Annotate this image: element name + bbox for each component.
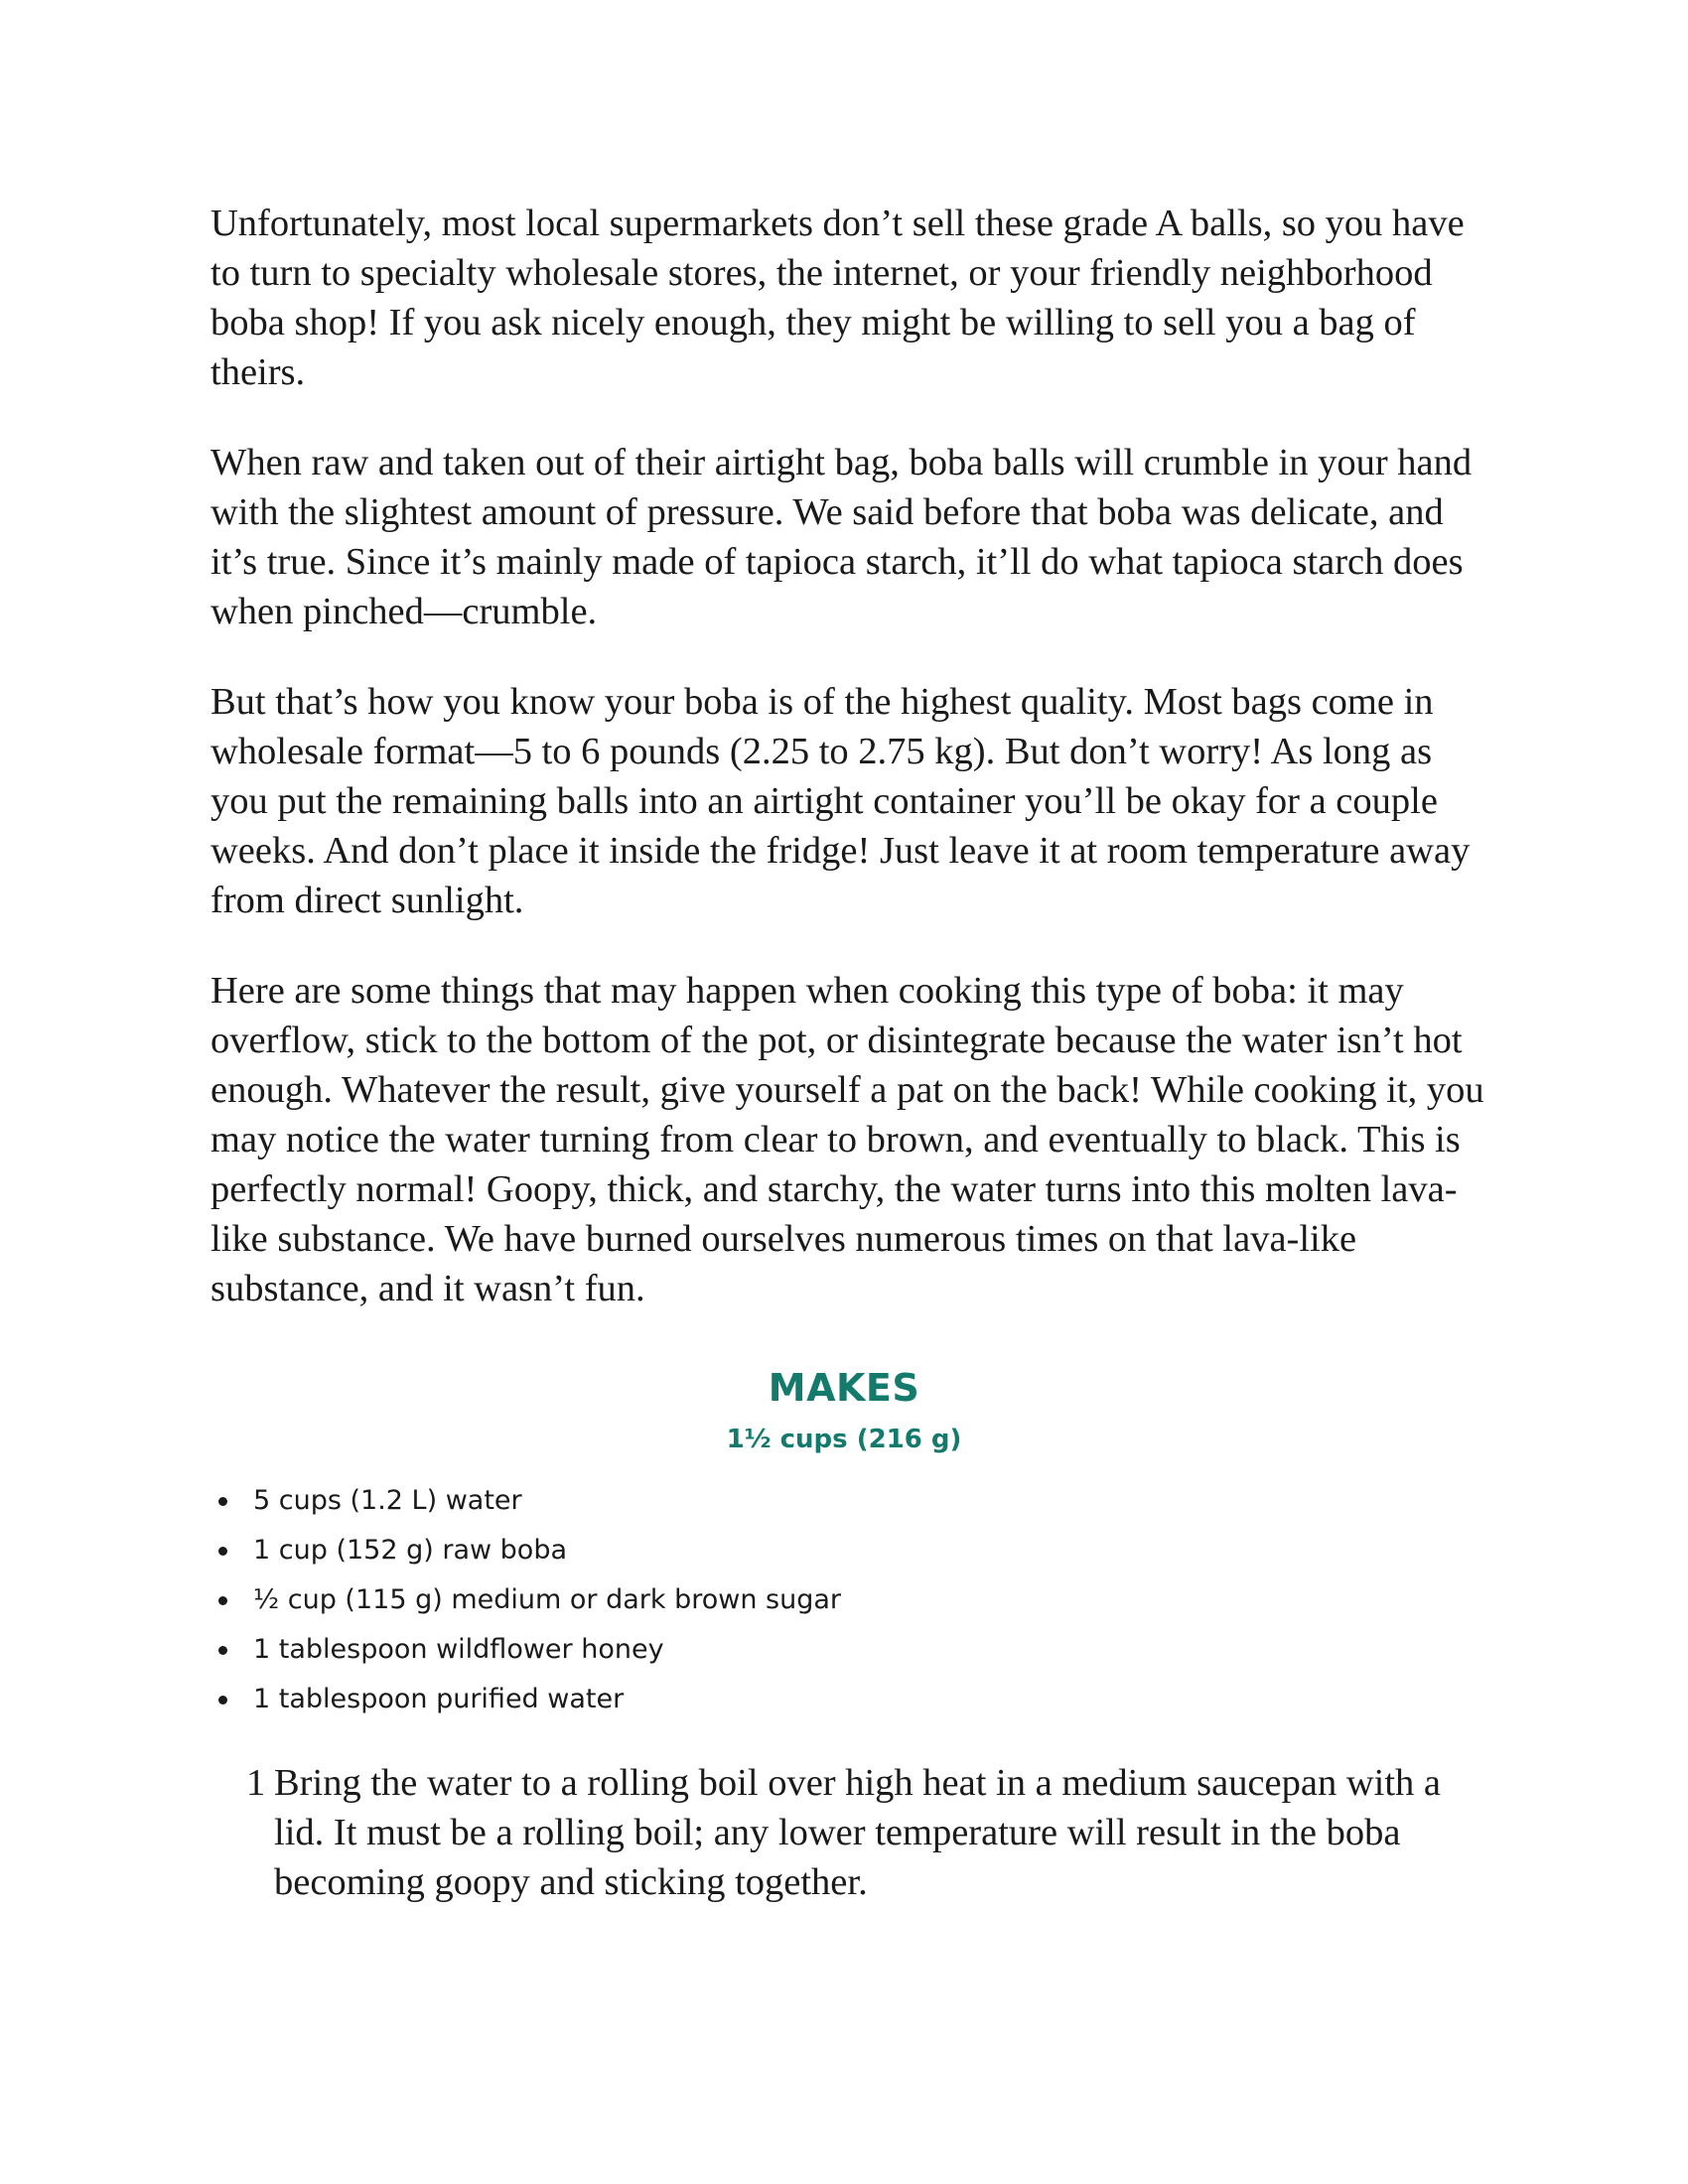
paragraph-supermarkets: Unfortunately, most local supermarkets don’t sell these grade A balls, so you have to turn to specialty wholesale stores, the internet, or your friendly neighborhood boba shop! If you ask nicely enough, they might be willing to sell you a bag of theirs. <box>211 203 1465 393</box>
paragraph-cooking-notes: Here are some things that may happen when cooking this type of boba: it may overflow, stick to the bottom of the pot, or disintegrate because the water isn’t hot enough. Whatever the result, give yourself a pat on the back! While cooking it, you may notice the water turning from clear to brown, and eventually to black. This is perfectly normal! Goopy, thick, and starchy, the water turns into this molten lava-like substance. We have burned ourselves numerous times on that lava-like substance, and it wasn’t fun. <box>211 970 1484 1309</box>
paragraph-raw-boba: When raw and taken out of their airtight bag, boba balls will crumble in your hand with the slightest amount of pressure. We said before that boba was delicate, and it’s true. Since it’s mainly made of tapioca starch, it’ll do what tapioca starch does when pinched—crumble. <box>211 442 1473 632</box>
ingredient-item <box>216 1630 841 1680</box>
paragraph-quality: But that’s how you know your boba is of the highest quality. Most bags come in wholesale format—5 to 6 pounds (2.25 to 2.75 kg). But don’t worry! As long as you put the remaining balls into an airtight container you’ll be okay for a couple weeks. And don’t place it inside the fridge! Just leave it at room temperature away from direct sunlight. <box>211 681 1471 921</box>
step-number: 1 <box>246 1762 266 1804</box>
step-text: Bring the water to a rolling boil over high heat in a medium saucepan with a lid. It must be a rolling boil; any lower temperature will result in the boba becoming goopy and sticking together. <box>274 1762 1442 1903</box>
ingredient-text: 1 tablespoon wildflower honey <box>253 1634 664 1665</box>
bullet-icon <box>218 1596 227 1605</box>
instructions-list <box>244 1758 1491 1907</box>
ingredient-text: ½ cup (115 g) medium or dark brown sugar <box>253 1584 841 1615</box>
ingredient-text: 1 cup (152 g) raw boba <box>253 1535 567 1566</box>
body-text <box>211 199 1491 1354</box>
makes-yield: 1½ cups (216 g) <box>726 1425 962 1454</box>
bullet-icon <box>218 1646 227 1655</box>
ingredient-text: 1 tablespoon purified water <box>253 1684 625 1714</box>
ingredient-item <box>216 1531 841 1580</box>
instruction-step <box>244 1758 1491 1907</box>
makes-section <box>0 1360 1688 1457</box>
ingredients-list <box>216 1481 841 1729</box>
makes-heading: MAKES <box>768 1366 920 1410</box>
bullet-icon <box>218 1547 227 1556</box>
ingredient-text: 5 cups (1.2 L) water <box>253 1485 522 1516</box>
ingredient-item <box>216 1580 841 1630</box>
bullet-icon <box>218 1497 227 1506</box>
bullet-icon <box>218 1696 227 1705</box>
ingredient-item <box>216 1481 841 1531</box>
ingredient-item <box>216 1680 841 1729</box>
